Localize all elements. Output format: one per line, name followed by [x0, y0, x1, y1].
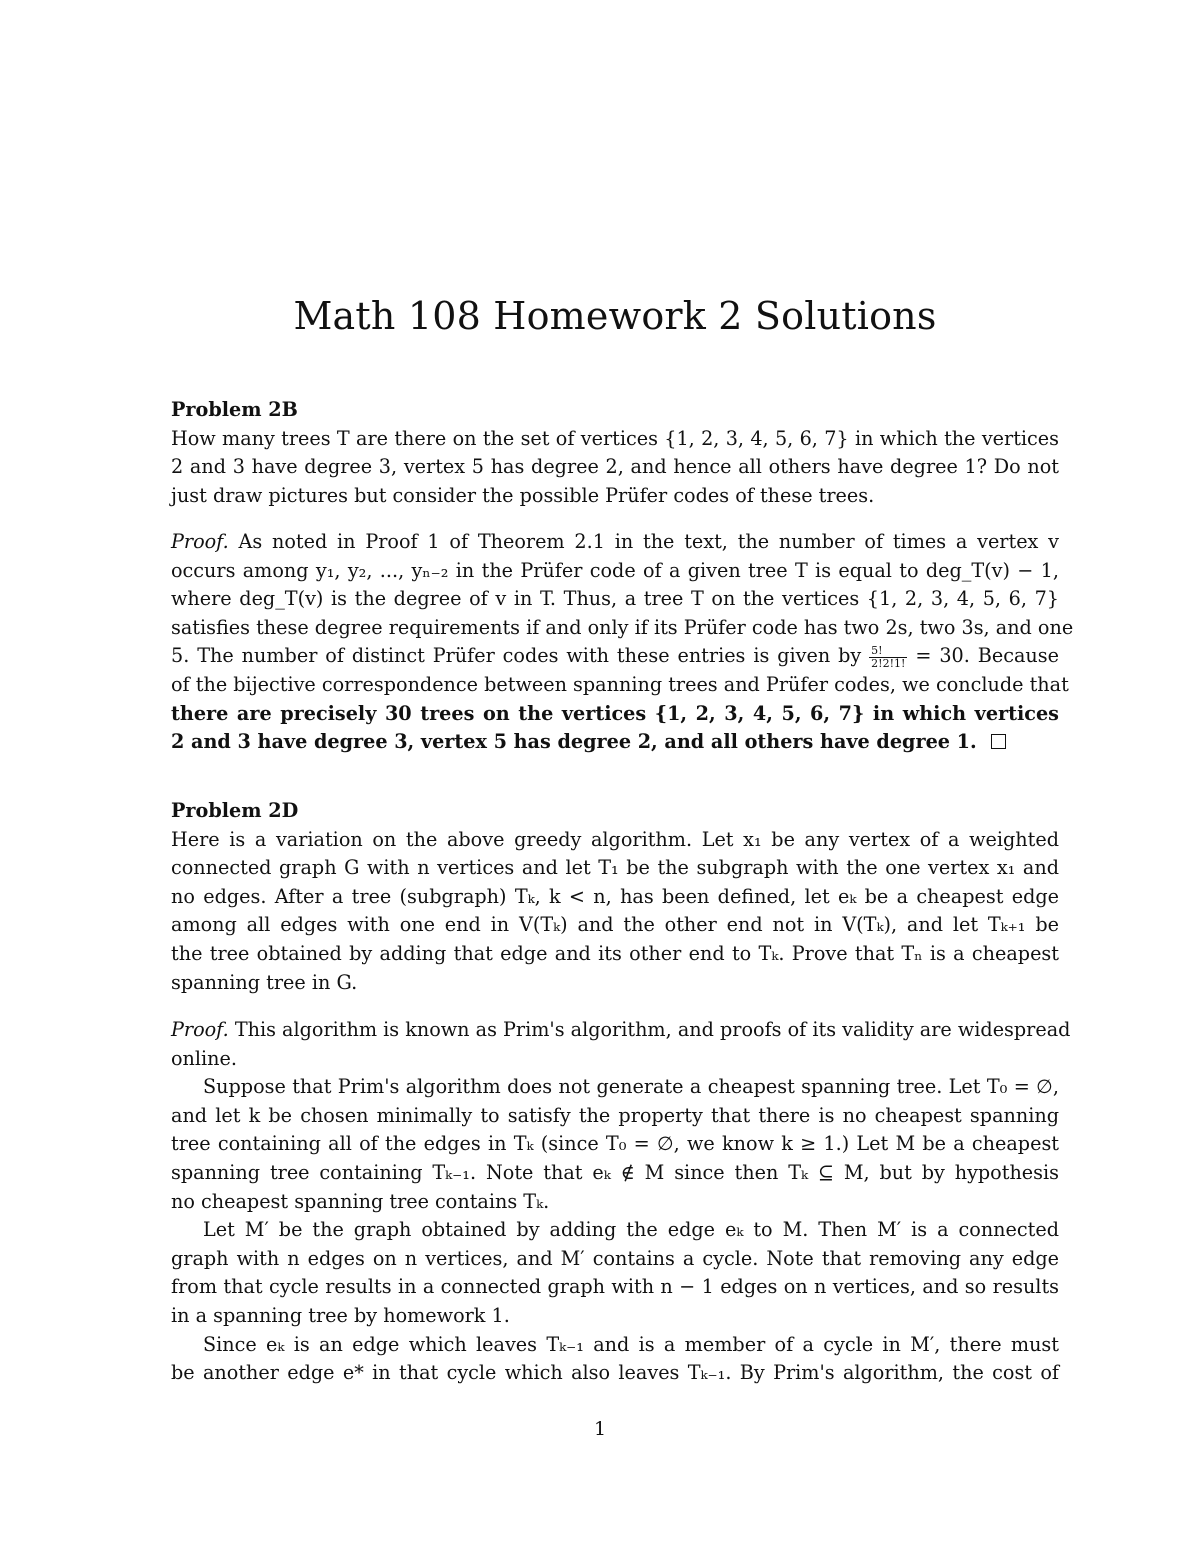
statement-line: Here is a variation on the above greedy algorithm. Let x₁ be any vertex of a weighted [171, 827, 1059, 851]
proof-line: occurs among y₁, y₂, ..., yₙ₋₂ in the Prüfer code of a given tree T is equal to deg_T(v) − 1, [171, 558, 1059, 582]
proof-line: spanning tree containing Tₖ₋₁. Note that eₖ ∉ M since then Tₖ ⊆ M, but by hypothesis [171, 1160, 1059, 1184]
problem-2d-heading: Problem 2D [171, 799, 299, 822]
proof-text: 5. The number of distinct Prüfer codes with these entries is given by [171, 644, 862, 668]
proof-line-with-fraction [171, 642, 1059, 671]
proof-line: in a spanning tree by homework 1. [171, 1303, 510, 1327]
problem-2b-proof [171, 528, 1074, 757]
proof-line: where deg_T(v) is the degree of v in T. Thus, a tree T on the vertices {1, 2, 3, 4, 5, 6, 7} [171, 587, 1059, 611]
proof-text: = 30. Because [915, 644, 1059, 668]
qed-box-icon [991, 734, 1006, 749]
conclusion-line: there are precisely 30 trees on the vertices {1, 2, 3, 4, 5, 6, 7} in which vertices [171, 701, 1059, 725]
page-title: Math 108 Homework 2 Solutions [293, 294, 937, 338]
multinomial-fraction [869, 645, 907, 670]
proof-line: satisfies these degree requirements if and only if its Prüfer code has two 2s, two 3s, and one [171, 615, 1074, 639]
conclusion-line-final [171, 728, 1059, 757]
conclusion-text: 2 and 3 have degree 3, vertex 5 has degree 2, and all others have degree 1. [171, 730, 977, 754]
proof-line: graph with n edges on n vertices, and M′ contains a cycle. Note that removing any edge [171, 1246, 1059, 1270]
problem-2b-heading: Problem 2B [171, 398, 298, 421]
proof-line: online. [171, 1046, 237, 1070]
proof-label: Proof. [171, 1018, 229, 1041]
proof-line: be another edge e* in that cycle which also leaves Tₖ₋₁. By Prim's algorithm, the cost of [171, 1361, 1059, 1385]
problem-2b [171, 396, 1059, 510]
proof-line: This algorithm is known as Prim's algorithm, and proofs of its validity are widespread [234, 1018, 1071, 1041]
proof-line: Let M′ be the graph obtained by adding the edge eₖ to M. Then M′ is a connected [203, 1218, 1059, 1242]
proof-line: tree containing all of the edges in Tₖ (since T₀ = ∅, we know k ≥ 1.) Let M be a cheapest [171, 1132, 1059, 1156]
proof-line: Suppose that Prim's algorithm does not generate a cheapest spanning tree. Let T₀ = ∅, [203, 1075, 1059, 1099]
page-number: 1 [593, 1418, 607, 1440]
fraction-numerator: 5! [869, 645, 907, 658]
statement-line: 2 and 3 have degree 3, vertex 5 has degree 2, and hence all others have degree 1? Do not [171, 455, 1059, 479]
statement-line: the tree obtained by adding that edge and its other end to Tₖ. Prove that Tₙ is a cheapest [171, 941, 1059, 965]
statement-line: no edges. After a tree (subgraph) Tₖ, k < n, has been defined, let eₖ be a cheapest edge [171, 884, 1059, 908]
proof-line: from that cycle results in a connected graph with n − 1 edges on n vertices, and so results [171, 1275, 1059, 1299]
proof-line: of the bijective correspondence between spanning trees and Prüfer codes, we conclude that [171, 672, 1069, 696]
proof-line: As noted in Proof 1 of Theorem 2.1 in the text, the number of times a vertex v [238, 530, 1059, 553]
proof-line: Since eₖ is an edge which leaves Tₖ₋₁ and is a member of a cycle in M′, there must [203, 1332, 1059, 1356]
proof-line: and let k be chosen minimally to satisfy the property that there is no cheapest spanning [171, 1103, 1059, 1127]
proof-label: Proof. [171, 530, 229, 553]
fraction-denominator: 2!2!1! [871, 656, 906, 670]
statement-line: just draw pictures but consider the possible Prüfer codes of these trees. [171, 483, 875, 507]
proof-line: no cheapest spanning tree contains Tₖ. [171, 1189, 550, 1213]
statement-line: connected graph G with n vertices and let T₁ be the subgraph with the one vertex x₁ and [171, 856, 1059, 880]
statement-line: spanning tree in G. [171, 970, 358, 994]
statement-line: among all edges with one end in V(Tₖ) and the other end not in V(Tₖ), and let Tₖ₊₁ be [171, 913, 1059, 937]
problem-2d [171, 797, 1059, 997]
problem-2d-proof [171, 1016, 1071, 1388]
statement-line: How many trees T are there on the set of vertices {1, 2, 3, 4, 5, 6, 7} in which the vertices [171, 426, 1059, 450]
